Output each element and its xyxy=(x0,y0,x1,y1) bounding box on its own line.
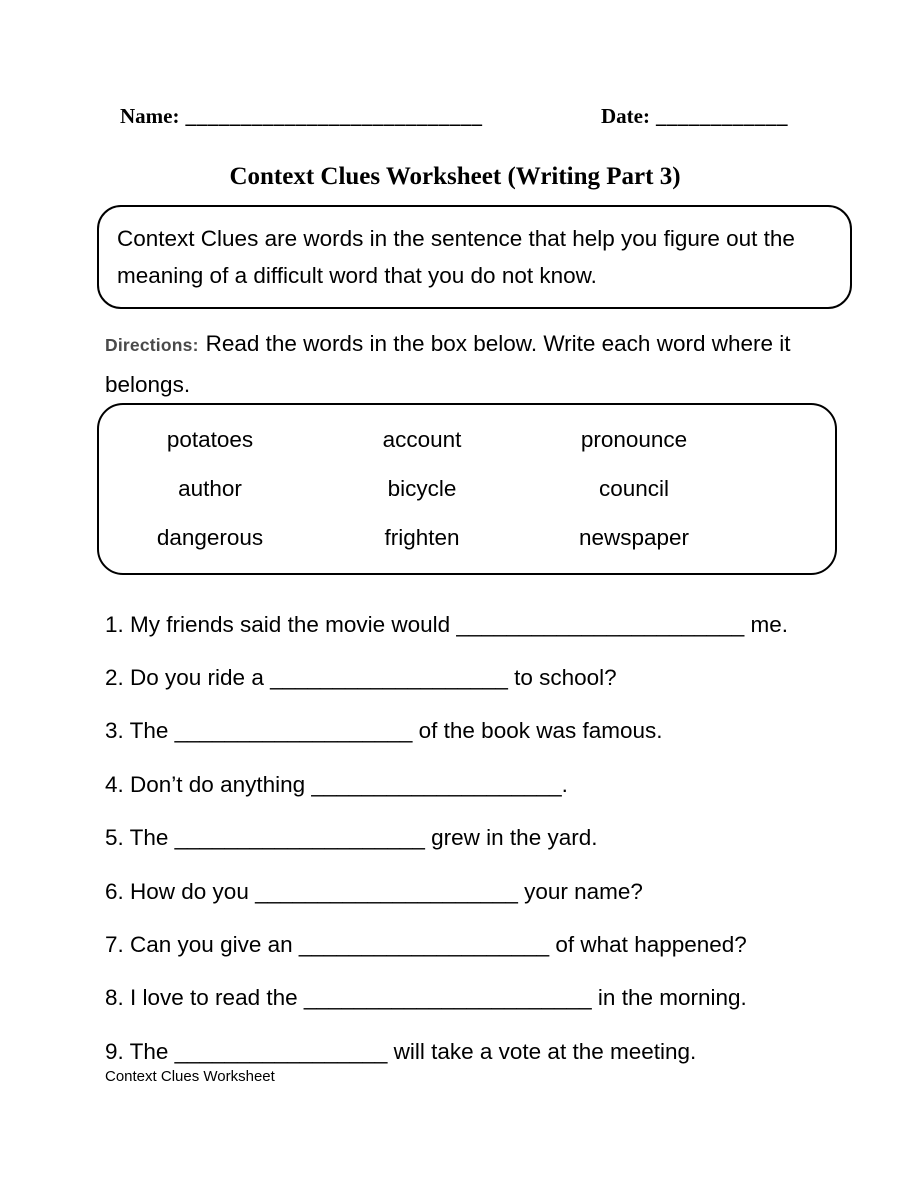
definition-text: Context Clues are words in the sentence that help you figure out the meaning of a difficult word that you do not know. xyxy=(117,226,795,288)
question-row: 4. Don’t do anything ____________________. xyxy=(105,771,568,797)
name-label: Name: xyxy=(120,104,180,128)
name-field xyxy=(120,104,482,129)
question-row: 8. I love to read the _______________________ in the morning. xyxy=(105,985,747,1011)
directions-label: Directions: xyxy=(105,335,199,355)
directions-text: Read the words in the box below. Write each word where it belongs. xyxy=(105,331,791,397)
word-bank-item: potatoes xyxy=(166,426,254,452)
name-blank-line: ___________________________ xyxy=(185,104,483,128)
definition-box xyxy=(97,205,852,309)
date-blank-line: ____________ xyxy=(656,104,788,128)
question-row: 3. The ___________________ of the book was famous. xyxy=(105,718,663,744)
header-row xyxy=(120,104,788,129)
questions-list xyxy=(105,598,850,1079)
word-bank-box xyxy=(97,403,837,575)
word-bank-item: bicycle xyxy=(387,475,457,501)
question-row: 9. The _________________ will take a vote at the meeting. xyxy=(105,1038,697,1064)
page-title: Context Clues Worksheet (Writing Part 3) xyxy=(229,163,681,190)
word-bank-item: dangerous xyxy=(156,525,264,551)
question-row: 1. My friends said the movie would _______________________ me. xyxy=(105,611,788,637)
word-bank-item: council xyxy=(598,475,670,501)
footer-text: Context Clues Worksheet xyxy=(105,1068,275,1085)
word-bank-item: pronounce xyxy=(580,426,688,452)
word-bank-item: frighten xyxy=(384,525,460,551)
question-row: 6. How do you _____________________ your name? xyxy=(105,878,643,904)
question-row: 2. Do you ride a ___________________ to school? xyxy=(105,665,617,691)
question-row: 7. Can you give an ____________________ of what happened? xyxy=(105,932,747,958)
word-bank-item: account xyxy=(382,426,462,452)
word-bank-item: author xyxy=(178,475,242,501)
directions-paragraph xyxy=(105,324,805,404)
date-field xyxy=(601,104,788,129)
question-row: 5. The ____________________ grew in the yard. xyxy=(105,825,598,851)
date-label: Date: xyxy=(601,104,650,128)
word-bank-item: newspaper xyxy=(578,525,690,551)
